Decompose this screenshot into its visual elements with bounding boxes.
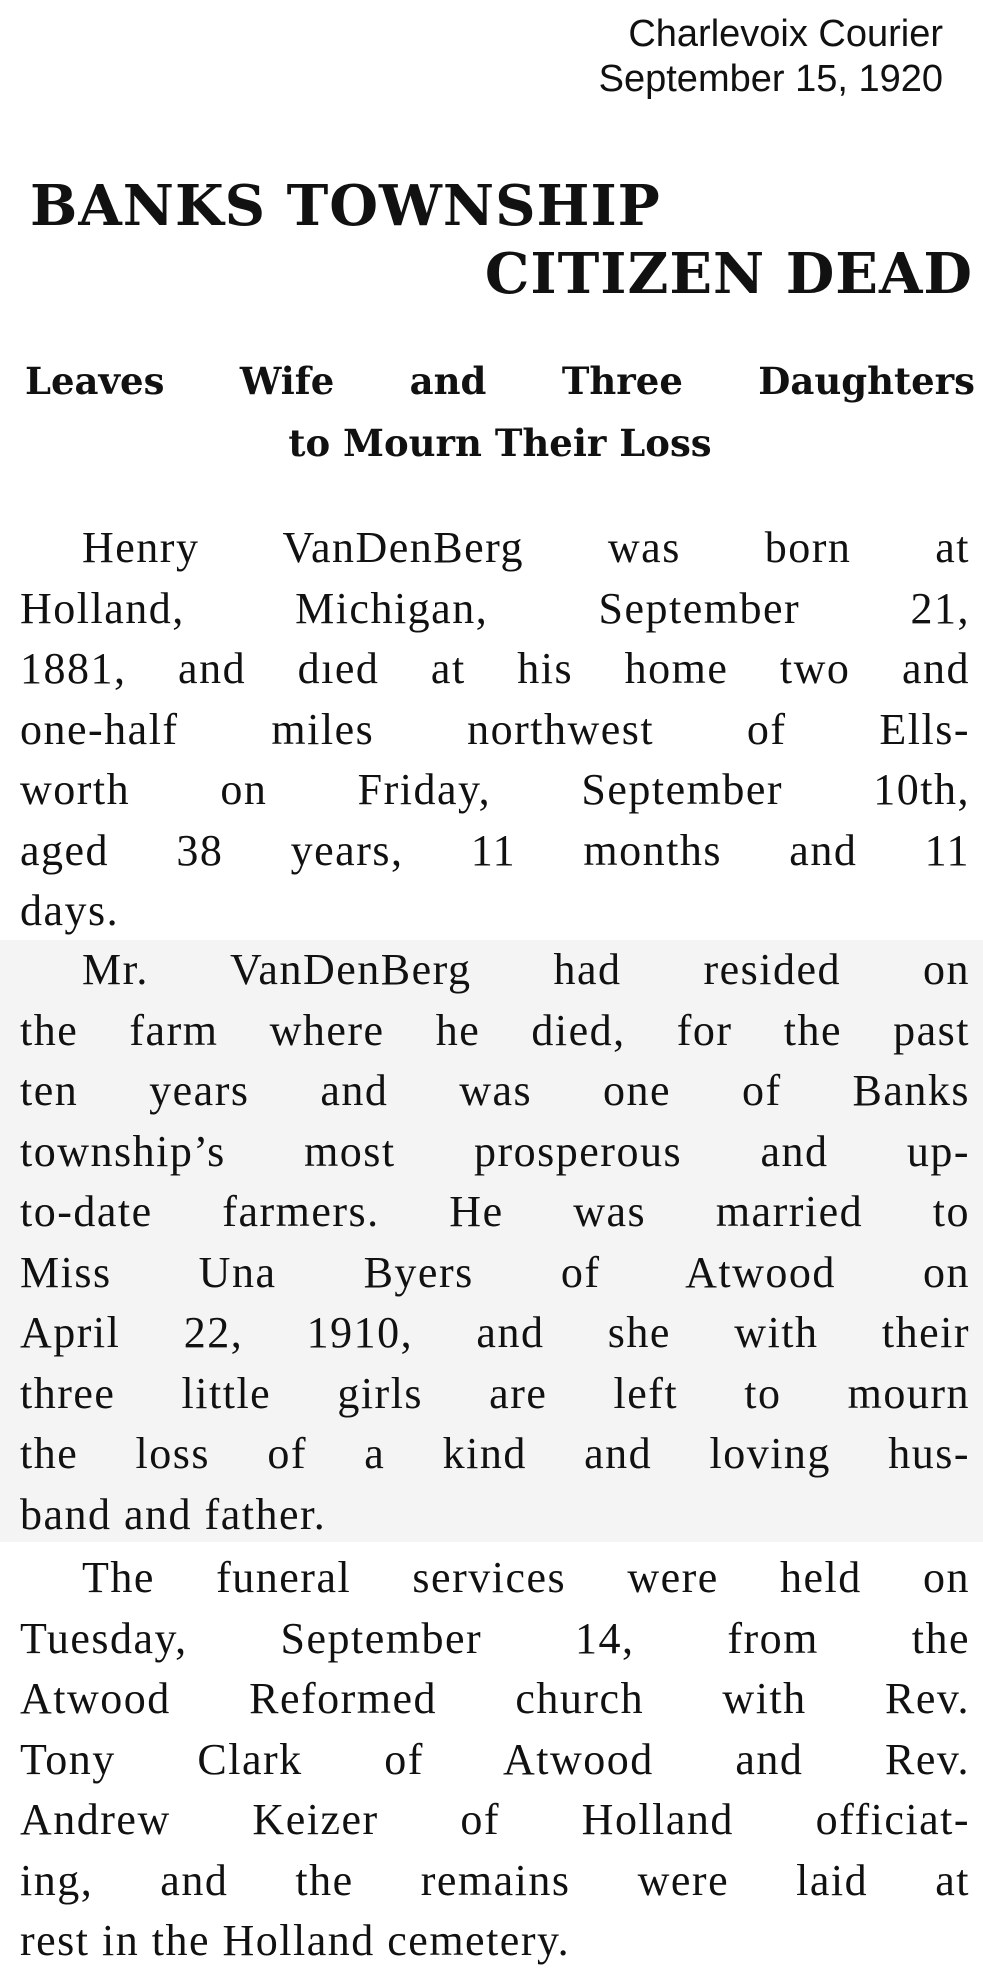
publication-date: September 15, 1920 (598, 58, 943, 100)
paragraph-line: The funeral services were held on (82, 1553, 970, 1602)
paragraph-line: Miss Una Byers of Atwood on (20, 1247, 970, 1297)
paragraph-line: Tony Clark of Atwood and Rev. (20, 1734, 970, 1784)
paragraph-line: ten years and was one of Banks (20, 1066, 970, 1115)
paragraph-line: April 22, 1910, and she with their (20, 1308, 970, 1357)
paragraph-line: to-date farmers. He was married to (20, 1187, 970, 1236)
headline-line-2: CITIZEN DEAD (484, 241, 973, 307)
paragraph-line: days. (20, 886, 120, 935)
paragraph-line: rest in the Holland cemetery. (20, 1916, 571, 1965)
paragraph-line: the farm where he died, for the past (20, 1005, 970, 1055)
paragraph-line: worth on Friday, September 10th, (20, 765, 970, 814)
paragraph-1 (20, 518, 970, 942)
subheadline-line-2: to Mourn Their Loss (288, 421, 712, 465)
subheadline-line-1: Leaves Wife and Three Daughters (25, 359, 975, 403)
paragraph-line: Mr. VanDenBerg had resided on (82, 945, 970, 994)
paragraph-line: township’s most prosperous and up- (20, 1126, 970, 1176)
paragraph-line: aged 38 years, 11 months and 11 (20, 825, 970, 875)
headline (0, 172, 983, 308)
paragraph-line: ing, and the remains were laid at (20, 1855, 970, 1905)
paragraph-line: Tuesday, September 14, from the (20, 1613, 970, 1663)
paragraph-2 (20, 940, 970, 1545)
paragraph-line: Atwood Reformed church with Rev. (20, 1674, 970, 1723)
paragraph-line: Holland, Michigan, September 21, (20, 583, 970, 633)
paragraph-line: three little girls are left to mourn (20, 1368, 970, 1418)
paragraph-line: Henry VanDenBerg was born at (82, 523, 970, 572)
publication-name: Charlevoix Courier (628, 13, 943, 55)
source-citation (523, 12, 943, 102)
paragraph-line: Andrew Keizer of Holland officiat- (20, 1795, 970, 1844)
subheadline (25, 350, 975, 474)
paragraph-line: 1881, and dıed at his home two and (20, 644, 970, 693)
paragraph-line: one-half miles northwest of Ells- (20, 704, 970, 754)
paragraph-line: the loss of a kind and loving hus- (20, 1429, 970, 1478)
paragraph-3 (20, 1548, 970, 1972)
headline-line-1: BANKS TOWNSHIP (30, 173, 661, 239)
paragraph-line: band and father. (20, 1489, 327, 1539)
